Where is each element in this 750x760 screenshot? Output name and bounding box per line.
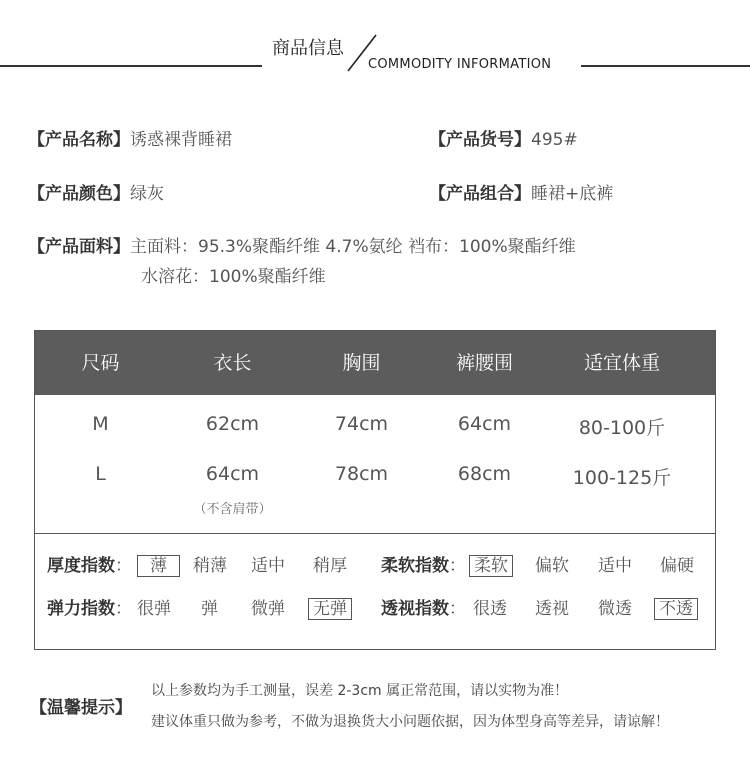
product-code bbox=[429, 125, 578, 150]
tip-line-2: 建议体重只做为参考，不做为退换货大小问题依据，因为体型身高等差异，请谅解！ bbox=[151, 714, 669, 730]
header-length: 衣长 bbox=[213, 352, 252, 374]
product-fabric-label: 【产品面料】 bbox=[28, 237, 130, 257]
header-bust: 胸围 bbox=[342, 352, 381, 374]
thickness-label: 厚度指数 bbox=[47, 556, 115, 576]
product-color bbox=[28, 179, 164, 204]
cell-length: 64cm bbox=[205, 463, 260, 485]
table-divider bbox=[35, 533, 715, 534]
thickness-label-wrap bbox=[47, 551, 132, 576]
product-combo-value: 睡裙+底裤 bbox=[531, 184, 614, 204]
size-table bbox=[34, 330, 716, 650]
header-size: 尺码 bbox=[81, 352, 120, 374]
cell-bust: 74cm bbox=[334, 413, 389, 435]
section-title-cn: 商品信息 bbox=[272, 38, 344, 59]
thickness-option: 稍厚 bbox=[313, 556, 347, 576]
thickness-option: 适中 bbox=[251, 556, 285, 576]
product-name bbox=[28, 125, 232, 150]
colon: ： bbox=[115, 556, 132, 576]
transparency-option bbox=[654, 594, 698, 619]
product-fabric-line2 bbox=[141, 262, 326, 287]
elasticity-option: 弹 bbox=[201, 599, 218, 619]
colon: ： bbox=[449, 556, 466, 576]
cell-size: M bbox=[92, 413, 109, 435]
cell-size: L bbox=[95, 463, 106, 485]
size-table-header bbox=[35, 331, 715, 395]
product-code-label: 【产品货号】 bbox=[429, 130, 531, 150]
elasticity-option: 微弹 bbox=[251, 599, 285, 619]
cell-waist: 64cm bbox=[457, 413, 512, 435]
cell-weight: 80-100斤 bbox=[578, 417, 666, 439]
header-weight: 适宜体重 bbox=[583, 352, 660, 374]
elasticity-option: 很弹 bbox=[137, 599, 171, 619]
softness-option: 偏硬 bbox=[660, 556, 694, 576]
header-line-right bbox=[581, 65, 750, 67]
product-combo-label: 【产品组合】 bbox=[429, 184, 531, 204]
elasticity-label-wrap bbox=[47, 594, 132, 619]
length-note: （不含肩带） bbox=[193, 502, 272, 517]
product-color-value: 绿灰 bbox=[130, 184, 164, 204]
header-waist: 裤腰围 bbox=[455, 352, 513, 374]
elasticity-option bbox=[308, 594, 352, 619]
cell-length: 62cm bbox=[205, 413, 260, 435]
softness-label-wrap bbox=[381, 551, 466, 576]
transparency-option: 透视 bbox=[535, 599, 569, 619]
tip-line-1: 以上参数均为手工测量，误差 2-3cm 属正常范围，请以实物为准！ bbox=[151, 683, 569, 699]
cell-weight: 100-125斤 bbox=[572, 467, 672, 489]
softness-option-selected: 柔软 bbox=[469, 555, 513, 577]
tip-label: 【温馨提示】 bbox=[30, 698, 132, 718]
section-title-en: COMMODITY INFORMATION bbox=[368, 57, 552, 72]
transparency-option: 微透 bbox=[598, 599, 632, 619]
colon: ： bbox=[115, 599, 132, 619]
product-name-label: 【产品名称】 bbox=[28, 130, 130, 150]
elasticity-label: 弹力指数 bbox=[47, 599, 115, 619]
softness-option bbox=[469, 551, 513, 576]
softness-option: 偏软 bbox=[535, 556, 569, 576]
thickness-option-selected: 薄 bbox=[137, 555, 180, 577]
product-code-value: 495# bbox=[531, 130, 578, 150]
transparency-label: 透视指数 bbox=[381, 599, 449, 619]
product-color-label: 【产品颜色】 bbox=[28, 184, 130, 204]
cell-bust: 78cm bbox=[334, 463, 389, 485]
softness-option: 适中 bbox=[598, 556, 632, 576]
transparency-option-selected: 不透 bbox=[654, 598, 698, 620]
transparency-option: 很透 bbox=[473, 599, 507, 619]
transparency-label-wrap bbox=[381, 594, 466, 619]
product-name-value: 诱惑裸背睡裙 bbox=[130, 130, 232, 150]
thickness-option bbox=[137, 551, 180, 576]
product-fabric bbox=[28, 232, 576, 257]
product-fabric-value-1: 主面料：95.3%聚酯纤维 4.7%氨纶 裆布：100%聚酯纤维 bbox=[130, 237, 576, 257]
softness-label: 柔软指数 bbox=[381, 556, 449, 576]
thickness-option: 稍薄 bbox=[193, 556, 227, 576]
elasticity-option-selected: 无弹 bbox=[308, 598, 352, 620]
cell-waist: 68cm bbox=[457, 463, 512, 485]
header-line-left bbox=[0, 65, 262, 67]
product-fabric-value-2: 水溶花：100%聚酯纤维 bbox=[141, 267, 326, 287]
product-combo bbox=[429, 179, 613, 204]
colon: ： bbox=[449, 599, 466, 619]
